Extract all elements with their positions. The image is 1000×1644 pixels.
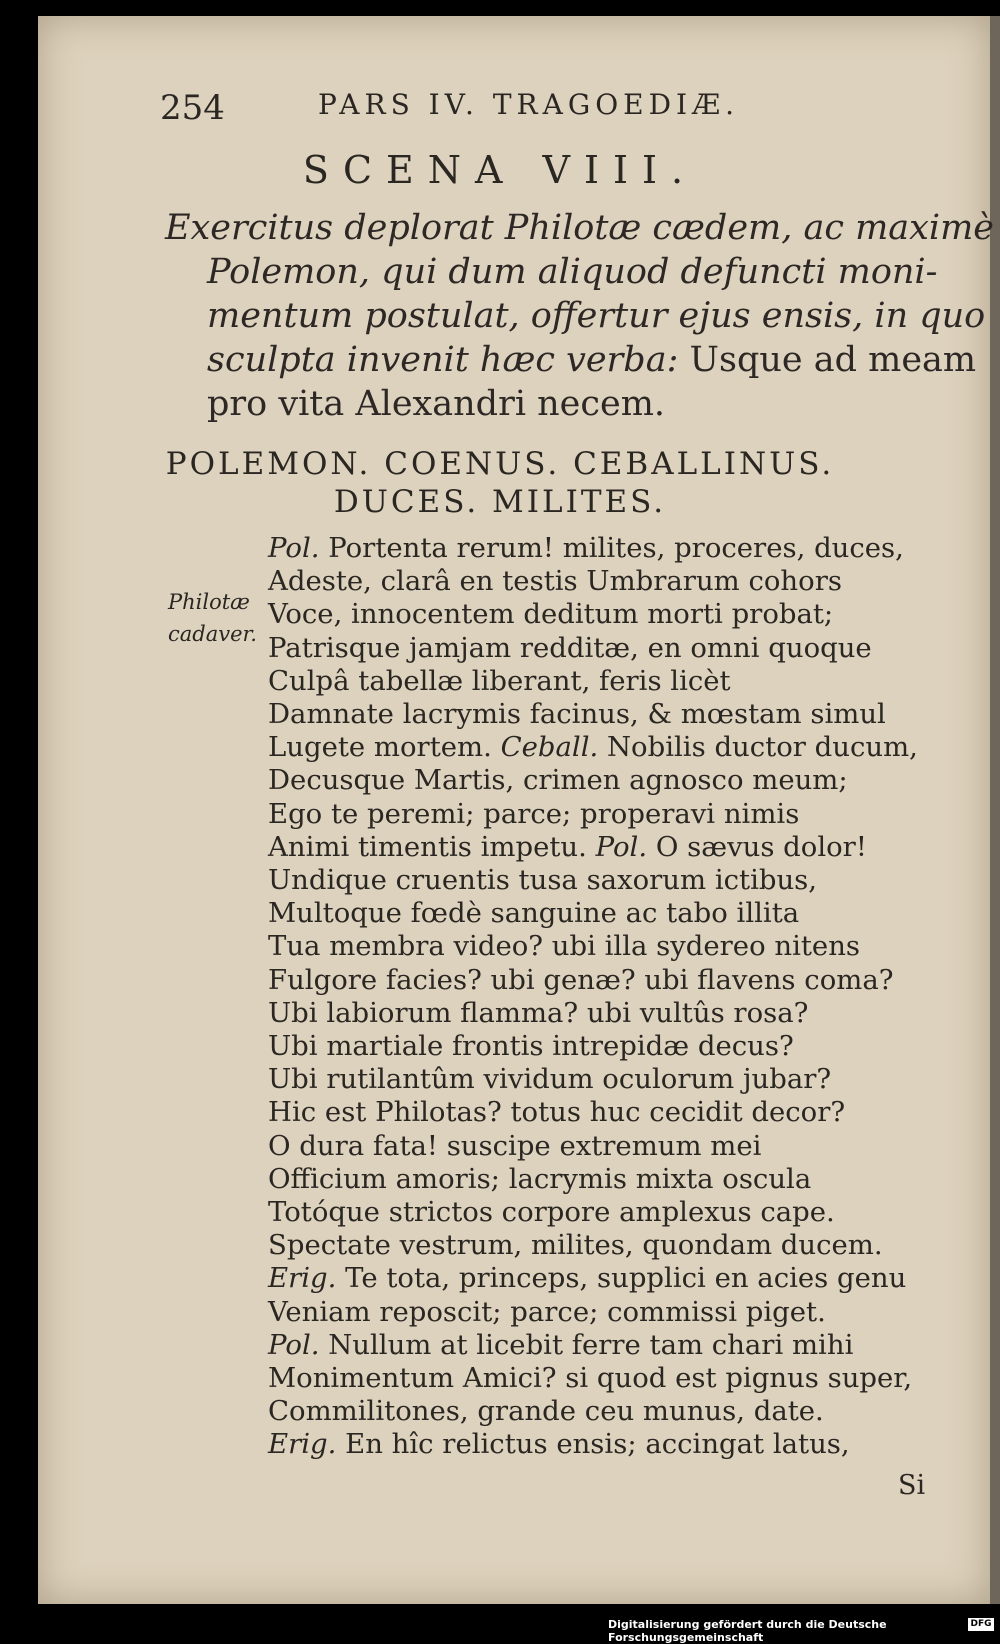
verse-line xyxy=(268,1395,918,1428)
verse-text: Nullum at licebit ferre tam chari mihi xyxy=(319,1328,854,1361)
verse-line xyxy=(268,665,918,698)
verse-text: Totóque strictos corpore amplexus cape. xyxy=(268,1196,835,1229)
verse-line xyxy=(268,1262,918,1295)
verse-text: Ubi rutilantûm vividum oculorum jubar? xyxy=(268,1063,832,1096)
argument-line-5: pro vita Alexandri necem. xyxy=(207,384,666,424)
verse-text: Patrisque jamjam redditæ, en omni quoque xyxy=(268,631,872,664)
speaker-label: Pol. xyxy=(268,1328,320,1361)
verse-text: Voce, innocentem deditum morti probat; xyxy=(268,598,834,631)
verse-line xyxy=(268,1163,918,1196)
marginal-note-line: cadaver. xyxy=(168,622,257,646)
verse-text: Culpâ tabellæ liberant, feris licèt xyxy=(268,664,731,697)
verse-text: Damnate lacrymis facinus, & mœstam simul xyxy=(268,698,886,731)
verse-text: Commilitones, grande ceu munus, date. xyxy=(268,1395,824,1428)
verse-line xyxy=(268,1096,918,1129)
verse-line xyxy=(268,764,918,797)
verse-text: Decusque Martis, crimen agnosco meum; xyxy=(268,764,848,797)
verse-text: Undique cruentis tusa saxorum ictibus, xyxy=(268,864,818,897)
verse-line xyxy=(268,532,918,565)
page-number: 254 xyxy=(160,88,225,128)
verse-text: Veniam reposcit; parce; commissi piget. xyxy=(268,1295,826,1328)
verse-line xyxy=(268,1296,918,1329)
verse-text: Portenta rerum! milites, proceres, duces, xyxy=(319,532,904,564)
verse-line xyxy=(268,1329,918,1362)
scene-argument xyxy=(165,206,994,426)
verse-block xyxy=(268,532,918,1462)
footer-credit: Digitalisierung gefördert durch die Deutsche Forschungsgemeinschaft xyxy=(608,1618,887,1644)
verse-text: Ubi martiale frontis intrepidæ decus? xyxy=(268,1030,794,1063)
dfg-logo: DFG xyxy=(968,1618,994,1631)
verse-line xyxy=(268,831,918,864)
marginal-note-line: Philotæ xyxy=(168,590,250,614)
verse-text: En hîc relictus ensis; accingat latus, xyxy=(336,1428,850,1461)
verse-text: Adeste, clarâ en testis Umbrarum cohors xyxy=(268,565,842,598)
verse-text: Hic est Philotas? totus huc cecidit decor? xyxy=(268,1096,846,1129)
verse-text: Tua membra video? ubi illa sydereo nitens xyxy=(268,930,861,963)
verse-text: Monimentum Amici? si quod est pignus super, xyxy=(268,1362,913,1395)
verse-text: Ego te peremi; parce; properavi nimis xyxy=(268,797,800,830)
verse-text: Te tota, princeps, supplici en acies genu xyxy=(336,1262,907,1295)
argument-line-2: Polemon, qui dum aliquod defuncti moni- xyxy=(207,252,938,292)
verse-line xyxy=(268,565,918,598)
catchword: Si xyxy=(898,1470,926,1501)
verse-text: Ubi labiorum flamma? ubi vultûs rosa? xyxy=(268,996,809,1029)
argument-line-4-upright: Usque ad meam xyxy=(678,340,977,380)
speaker-label: Erig. xyxy=(268,1428,337,1461)
verse-line xyxy=(268,997,918,1030)
argument-line-4-italic: sculpta invenit hæc verba: xyxy=(207,340,679,380)
verse-text: Officium amoris; lacrymis mixta oscula xyxy=(268,1162,812,1195)
marginal-note xyxy=(168,586,257,650)
verse-line xyxy=(268,964,918,997)
verse-line xyxy=(268,1196,918,1229)
verse-line xyxy=(268,1362,918,1395)
verse-line xyxy=(268,1063,918,1096)
verse-line xyxy=(268,698,918,731)
verse-line xyxy=(268,1130,918,1163)
verse-line xyxy=(268,798,918,831)
verse-text: Fulgore facies? ubi genæ? ubi flavens coma? xyxy=(268,963,894,996)
speaker-label: Erig. xyxy=(268,1262,337,1295)
verse-line xyxy=(268,930,918,963)
verse-text: Multoque fœdè sanguine ac tabo illita xyxy=(268,897,800,930)
argument-line-3: mentum postulat, offertur ejus ensis, in quo xyxy=(207,296,986,336)
scene-title: SCENA VIII. xyxy=(302,148,698,192)
verse-text: O dura fata! suscipe extremum mei xyxy=(268,1129,762,1162)
verse-line xyxy=(268,1428,918,1461)
argument-line-1: Exercitus deplorat Philotæ cædem, ac maximè xyxy=(165,208,994,248)
dramatis-personae-line-1: POLEMON. COENUS. CEBALLINUS. xyxy=(165,446,835,482)
speaker-label: Pol. xyxy=(268,532,320,564)
argument-line-4 xyxy=(207,338,994,382)
speaker-label: Pol. xyxy=(595,830,648,863)
verse-line xyxy=(268,1030,918,1063)
verse-line xyxy=(268,864,918,897)
verse-line xyxy=(268,632,918,665)
verse-text: O sævus dolor! xyxy=(647,830,867,863)
verse-line xyxy=(268,731,918,764)
verse-text: Spectate vestrum, milites, quondam ducem. xyxy=(268,1229,883,1262)
verse-line xyxy=(268,598,918,631)
speaker-label: Ceball. xyxy=(500,731,599,764)
dramatis-personae-line-2: DUCES. MILITES. xyxy=(333,484,667,520)
verse-line xyxy=(268,897,918,930)
running-head: PARS IV. TRAGOEDIÆ. xyxy=(318,88,740,121)
verse-text: Animi timentis impetu. xyxy=(268,830,596,863)
verse-text: Nobilis ductor ducum, xyxy=(598,731,918,764)
verse-text: Lugete mortem. xyxy=(268,731,501,764)
verse-line xyxy=(268,1229,918,1262)
